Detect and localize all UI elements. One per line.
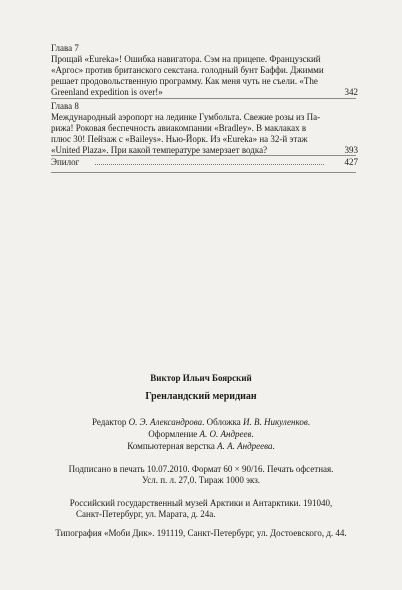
- toc-entry-chapter-7: [51, 43, 356, 98]
- chapter-desc-line: Прощай «Eureka»! Ошибка навигатора. Сэм на прицепе. Французский: [51, 54, 321, 64]
- design-name: А. О. Андреев: [199, 429, 252, 439]
- print-info-line-1: Подписано в печать 10.07.2010. Формат 60 × 90/16. Печать офсетная.: [68, 464, 334, 474]
- author-name: Виктор Ильич Боярский: [150, 373, 252, 383]
- book-title: Гренландский меридиан: [145, 391, 257, 402]
- chapter-desc-line: плюс 30! Пейзаж с «Baileys». Нью-Йорк. Из «Eureka» на 32-й этаж: [51, 134, 308, 144]
- publisher-line-2: Санкт-Петербург, ул. Марата, д. 24а.: [76, 509, 216, 519]
- layout-name: А. А. Андреева: [217, 441, 273, 451]
- design-prefix: Оформление: [148, 429, 200, 439]
- toc-entry-epilogue: [51, 157, 356, 168]
- divider: [51, 98, 356, 99]
- publisher-line-1: Российский государственный музей Арктики и Антарктики. 191040,: [69, 498, 333, 508]
- layout-suffix: .: [272, 441, 275, 451]
- divider: [51, 155, 356, 156]
- epilogue-label: Эпилог: [51, 157, 80, 167]
- credits-line-2: [0, 429, 402, 440]
- page-number: 342: [344, 87, 358, 97]
- chapter-label: Глава 8: [51, 101, 79, 111]
- print-info-line-2: Усл. п. л. 27,0. Тираж 1000 экз.: [141, 475, 261, 485]
- chapter-desc-line: Международный аэропорт на лединке Гумбольта. Свежие розы из Па-: [51, 112, 321, 122]
- divider: [51, 172, 356, 173]
- design-suffix: .: [251, 429, 254, 439]
- cover-name: И. В. Никуленков: [242, 417, 308, 427]
- chapter-desc-line: «Аргос» против британского секстана. голодный бунт Баффи. Джимми: [51, 65, 324, 75]
- chapter-desc-line: решает продовольственную программу. Как меня чуть не съели. «The: [51, 76, 318, 86]
- layout-prefix: Компьютерная верстка: [127, 441, 218, 451]
- editor-prefix: Редактор: [91, 417, 129, 427]
- chapter-desc-line: «United Plaza». При какой температуре замерзает водка?: [51, 145, 268, 155]
- page-number: 427: [344, 157, 358, 167]
- dot-leader: [95, 164, 324, 165]
- credits-line-3: [0, 441, 402, 452]
- credits-line-1: [0, 417, 402, 428]
- chapter-label: Глава 7: [51, 43, 79, 53]
- chapter-description: [51, 54, 356, 98]
- printer-info: Типография «Моби Дик». 191119, Санкт-Петербург, ул. Достоевского, д. 44.: [55, 528, 347, 538]
- cover-prefix: . Обложка: [202, 417, 243, 427]
- chapter-desc-line: Greenland expedition is over!»: [51, 87, 163, 97]
- editor-name: О. Э. Александрова: [128, 417, 203, 427]
- toc-entry-chapter-8: [51, 101, 356, 156]
- chapter-desc-line: рижа! Роковая беспечность авиакомпании «Bradley». В маклаках в: [51, 123, 307, 133]
- cover-suffix: .: [307, 417, 311, 427]
- page-number: 393: [344, 145, 358, 155]
- epilogue-line: [51, 157, 356, 168]
- chapter-description: [51, 112, 356, 156]
